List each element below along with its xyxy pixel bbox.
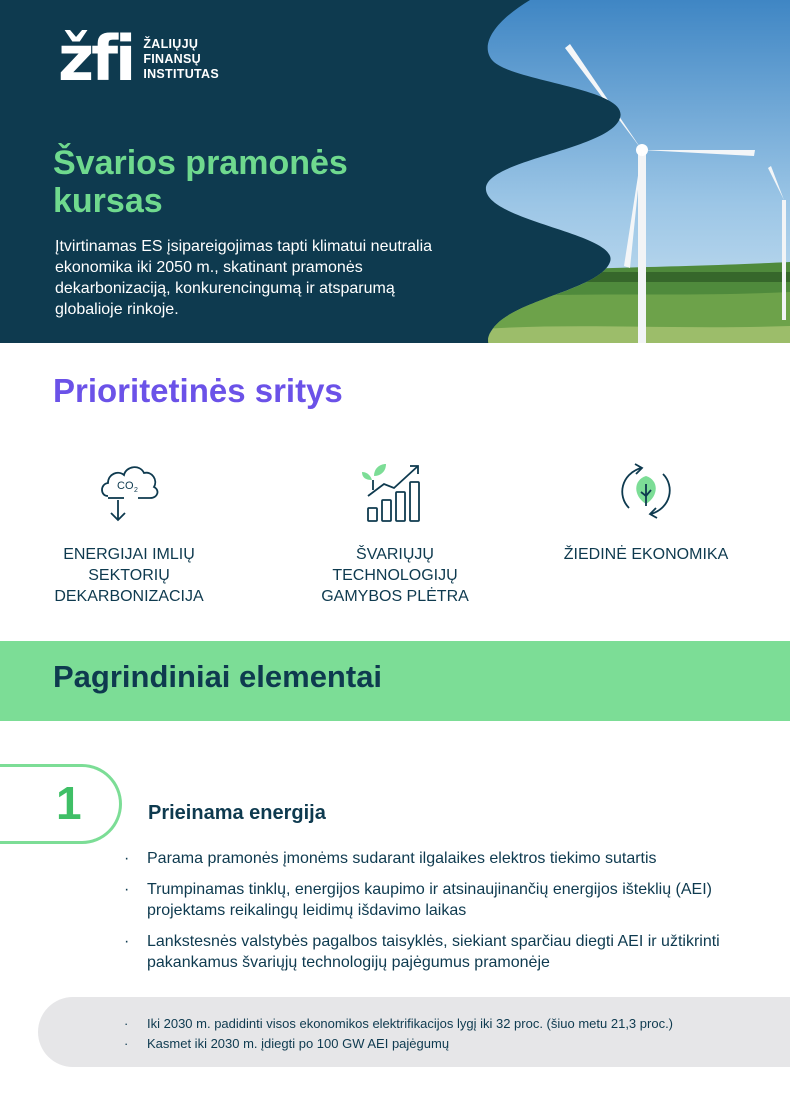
priority-label: ENERGIJAI IMLIŲ SEKTORIŲ DEKARBONIZACIJA	[54, 546, 204, 605]
bullet-item: · Trumpinamas tinklų, energijos kaupimo ir atsinaujinančių energijos išteklių (AEI) projektams reikalingų leidimų išdavimo laikas	[124, 879, 764, 921]
priority-circular-economy	[546, 456, 746, 565]
svg-text:CO: CO	[117, 480, 134, 492]
item-number: 1	[56, 777, 82, 829]
priority-clean-tech	[295, 456, 495, 607]
bullet-item: · Lankstesnės valstybės pagalbos taisyklės, siekiant sparčiau diegti AEI ir užtikrinti pakankamus švariųjų technologijų pajėgumus pramonėje	[124, 931, 764, 973]
targets-list	[124, 1014, 774, 1054]
item-title: Prieinama energija	[148, 802, 326, 824]
logo-text	[143, 37, 219, 82]
target-item: · Kasmet iki 2030 m. įdiegti po 100 GW AEI pajėgumų	[124, 1034, 774, 1054]
item-bullets	[124, 848, 764, 983]
svg-text:2: 2	[134, 487, 138, 494]
elements-title: Pagrindiniai elementai	[53, 659, 383, 694]
bullet-item: · Parama pramonės įmonėms sudarant ilgalaikes elektros tiekimo sutartis	[124, 848, 764, 869]
logo-mark: žfi	[58, 22, 134, 95]
wind-turbine-photo	[470, 0, 790, 343]
logo-line-2: FINANSŲ	[143, 51, 201, 66]
priorities-title: Prioritetinės sritys	[53, 372, 343, 409]
priority-label: ŠVARIŲJŲ TECHNOLOGIJŲ GAMYBOS PLĖTRA	[321, 546, 469, 605]
target-item: · Iki 2030 m. padidinti visos ekonomikos elektrifikacijos lygį iki 32 proc. (šiuo metu 21,3 proc.)	[124, 1014, 774, 1034]
logo	[58, 22, 219, 95]
circular-leaf-icon	[611, 456, 681, 526]
header-banner	[0, 0, 790, 343]
title-line-2: kursas	[53, 182, 163, 220]
intro-text: Įtvirtinamas ES įsipareigojimas tapti klimatui neutralia ekonomika iki 2050 m., skatinant pramonės dekarbonizaciją, konkurencingumą ir atsparumą globalioje rinkoje.	[55, 238, 433, 318]
growth-bar-chart-icon	[360, 456, 430, 526]
logo-line-1: ŽALIŲJŲ	[143, 36, 199, 51]
title-line-1: Švarios pramonės	[53, 144, 348, 182]
page-title	[53, 144, 433, 220]
co2-cloud-down-icon	[94, 456, 164, 526]
priority-label: ŽIEDINĖ EKONOMIKA	[563, 546, 729, 563]
logo-line-3: INSTITUTAS	[143, 66, 219, 81]
priority-decarbonization	[29, 456, 229, 607]
